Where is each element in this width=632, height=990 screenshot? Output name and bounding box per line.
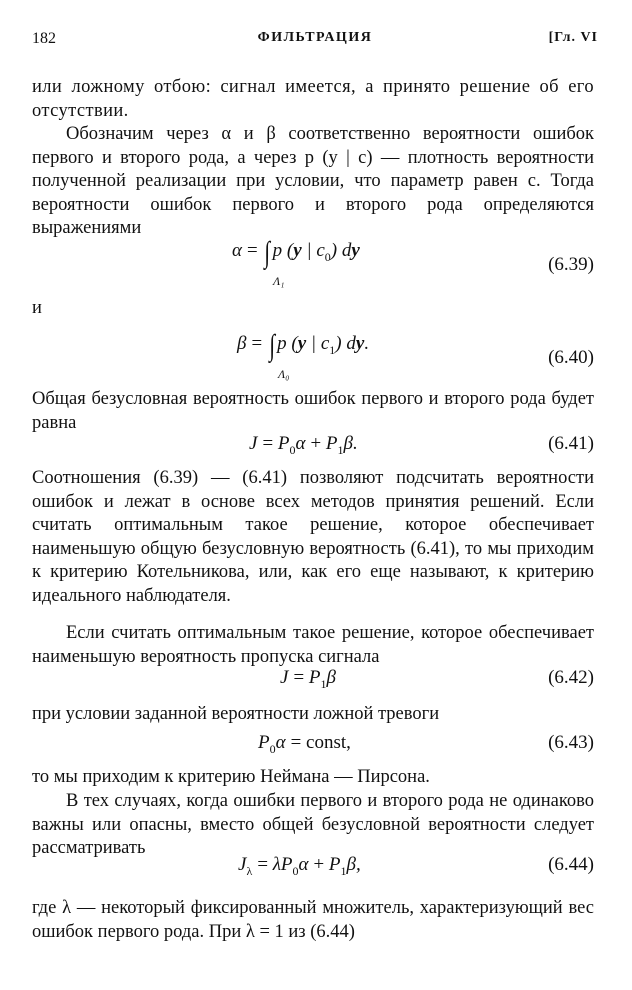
equation-6-42: [32, 667, 594, 697]
paragraph-7: то мы приходим к критерию Неймана — Пирсона.: [32, 767, 430, 787]
equation-6-40-limit: Λ₀: [278, 367, 290, 381]
paragraph-6: при условии заданной вероятности ложной тревоги: [32, 704, 440, 724]
paragraph-8: В тех случаях, когда ошибки первого и второго рода не одинаково важны или опасны, вместо общей безусловной вероятности следует рассматривать: [32, 791, 594, 858]
paragraph-1: или ложному отбою: сигнал имеется, а принято решение об его отсутствии.: [32, 77, 594, 121]
equation-6-41: [32, 433, 594, 463]
equation-6-39-number: (6.39): [548, 254, 594, 275]
equation-6-40-formula: β = ∫ p (y | $c_1$) dy.: [237, 329, 370, 362]
equation-6-43: [32, 732, 594, 762]
equation-6-42-formula: $J = P_1\beta$: [280, 667, 336, 691]
paragraph-3: Общая безусловная вероятность ошибок первого и второго рода будет равна: [32, 389, 594, 433]
equation-6-44: [32, 854, 594, 884]
paragraph-4: Соотношения (6.39) — (6.41) позволяют подсчитать вероятности ошибок и лежат в основе всех методов принятия решений. Если считать оптимальным такое решение, которое обеспечивает наименьшую общую безусловную вероятность (6.41), то мы приходим к критерию Котельникова, или, как его еще называют, к критерию идеального наблюдателя.: [32, 468, 594, 606]
equation-6-39-formula: α = ∫ p (y | $c_0$) dy: [232, 236, 360, 269]
equation-6-41-number: (6.41): [548, 433, 594, 454]
equation-6-42-number: (6.42): [548, 667, 594, 688]
equation-6-40-number: (6.40): [548, 347, 594, 368]
equation-6-39: [32, 236, 594, 288]
equation-6-43-const: const,: [306, 732, 351, 753]
running-header: [32, 30, 598, 52]
paragraph-9: где λ — некоторый фиксированный множитель, характеризующий вес ошибок первого рода. При λ = 1 из (6.44): [32, 898, 594, 942]
equation-6-43-number: (6.43): [548, 732, 594, 753]
conjunction-and: и: [32, 298, 42, 318]
equation-6-44-formula: $J_\lambda = \lambda P_0\alpha + P_1\beta$,: [238, 854, 361, 878]
equation-6-40: [32, 329, 594, 381]
running-title: ФИЛЬТРАЦИЯ: [257, 30, 373, 45]
page-number: 182: [32, 30, 56, 47]
equation-6-41-formula: $J = P_0\alpha + P_1\beta$.: [249, 433, 358, 457]
chapter-label: [Гл. VI: [548, 30, 598, 45]
paragraph-5: Если считать оптимальным такое решение, которое обеспечивает наименьшую вероятность пропуска сигнала: [32, 623, 594, 667]
paragraph-2: Обозначим через α и β соответственно вероятности ошибок первого и второго рода, а через p (y | c) — плотность вероятности полученной реализации при условии, что параметр равен c. Тогда вероятности ошибок первого и второго рода определяются выражениями: [32, 124, 594, 238]
equation-6-44-number: (6.44): [548, 854, 594, 875]
equation-6-43-formula: $P_0\alpha$ = const,: [258, 732, 351, 756]
equation-6-39-limit: Λ₁: [273, 274, 285, 288]
